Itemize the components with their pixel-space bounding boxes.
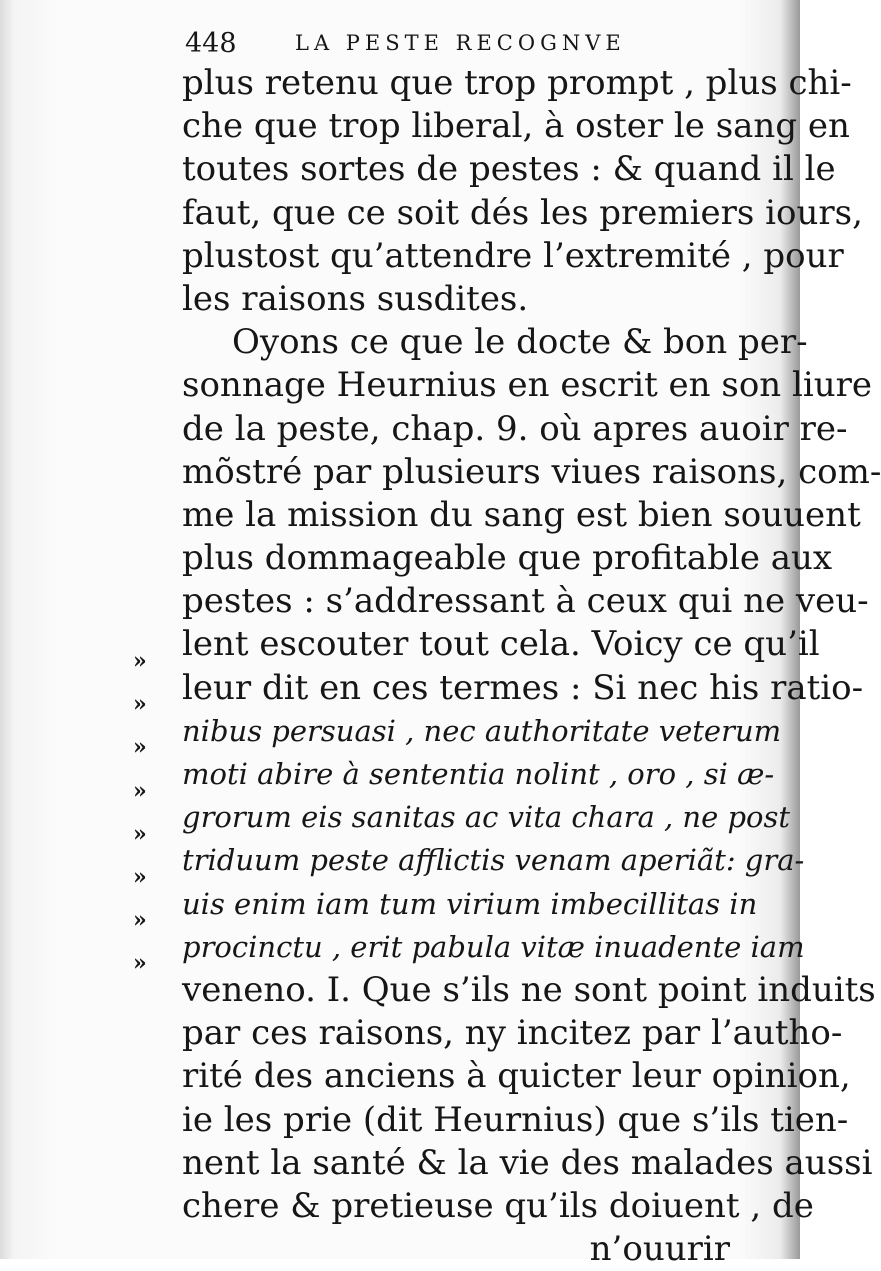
quote-mark: » — [133, 691, 147, 718]
body-text — [182, 62, 881, 1271]
quote-mark: » — [133, 777, 147, 804]
running-title: LA PESTE RECOGNVE — [295, 31, 626, 55]
text-line: lent escouter tout cela. Voicy ce qu’il — [182, 624, 820, 665]
latin-quote-line: triduum peste afflictis venam aperiãt: gra- — [182, 843, 805, 878]
latin-quote-line: moti abire à sententia nolint , oro , si æ- — [182, 757, 775, 791]
quote-mark: » — [133, 907, 147, 934]
latin-quote-line: uis enim iam tum virium imbecillitas in — [182, 886, 758, 921]
text-line: plus dommageable que profitable aux — [182, 538, 833, 579]
text-line: ie les prie (dit Heurnius) que s’ils tien- — [182, 1099, 849, 1140]
quote-mark: » — [133, 648, 147, 674]
text-line: sonnage Heurnius en escrit en son liure — [182, 365, 873, 406]
text-line: pestes : s’addressant à ceux qui ne veu- — [182, 581, 869, 622]
text-line: par ces raisons, ny incitez par l’autho- — [182, 1013, 843, 1054]
text-line: toutes sortes de pestes : & quand il le — [182, 149, 836, 190]
text-line: les raisons susdites. — [182, 278, 529, 319]
quote-mark: » — [133, 863, 147, 890]
latin-quote-line: procinctu , erit pabula vitæ inuadente iam — [182, 929, 805, 964]
quotation-marks-column — [133, 640, 163, 986]
text-line: plustost qu’attendre l’extremité , pour — [182, 235, 844, 276]
catchword: n’ouurir — [589, 1229, 730, 1270]
text-line: mõstré par plusieurs viues raisons, com- — [182, 451, 881, 492]
latin-quote-line: nibus persuasi , nec authoritate veterum — [182, 713, 782, 748]
page-header — [185, 22, 745, 62]
page-number: 448 — [185, 28, 237, 59]
text-line: rité des anciens à quicter leur opinion, — [182, 1056, 851, 1097]
text-line: me la mission du sang est bien souuent — [182, 494, 861, 535]
latin-quote-line: grorum eis sanitas ac vita chara , ne post — [182, 800, 791, 835]
text-line: veneno. I. Que s’ils ne sont point induits — [182, 969, 876, 1010]
text-line: de la peste, chap. 9. où apres auoir re- — [182, 408, 848, 449]
text-line: chere & pretieuse qu’ils doiuent , de — [182, 1185, 814, 1226]
text-line: che que trop liberal, à oster le sang en — [182, 106, 850, 147]
text-line: faut, que ce soit dés les premiers iours, — [182, 192, 863, 233]
text-line: plus retenu que trop prompt , plus chi- — [182, 63, 852, 103]
quote-mark: » — [133, 820, 147, 847]
paragraph-first-line: Oyons ce que le docte & bon per- — [232, 322, 808, 363]
quote-mark: » — [133, 734, 147, 761]
text-line: leur dit en ces termes : Si nec his ratio- — [182, 667, 864, 708]
text-line: nent la santé & la vie des malades aussi — [182, 1142, 873, 1183]
quote-mark: » — [133, 950, 147, 977]
